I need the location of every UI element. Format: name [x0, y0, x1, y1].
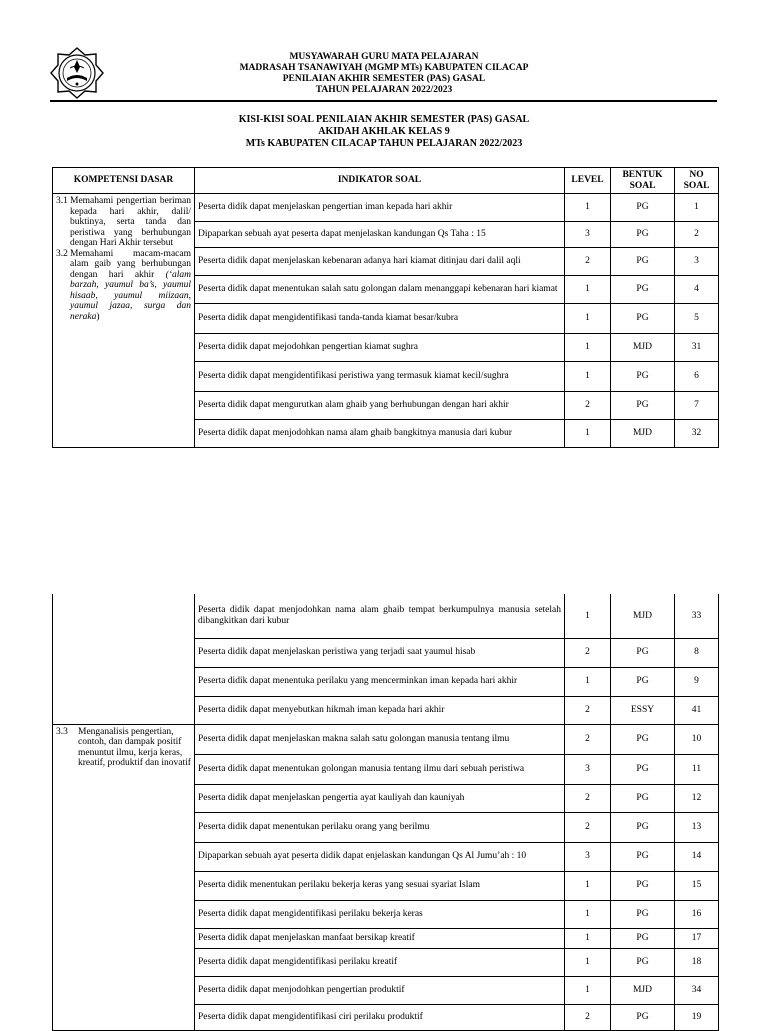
kd-text: Memahami macam-macam alam gaib yang berhubungan dengan hari akhir (‘alam barzah, yaumul ba’s, yaumul hisaab, yaumul miizaan, yaumul jazaa, surga dan neraka) — [70, 248, 191, 322]
level-cell: 2 — [565, 812, 611, 842]
indikator-cell: Peserta didik dapat menjodohkan nama alam ghaib bangkitnya manusia dari kubur — [195, 420, 565, 448]
title-line: AKIDAH AKHLAK KELAS 9 — [318, 126, 450, 137]
table-row — [53, 724, 719, 754]
indikator-cell: Peserta didik dapat menjelaskan kebenaran adanya hari kiamat ditinjau dari dalil aqli — [195, 248, 565, 276]
no-cell: 19 — [675, 1004, 719, 1030]
no-cell: 16 — [675, 900, 719, 928]
no-cell: 7 — [675, 392, 719, 420]
bentuk-cell: PG — [611, 871, 675, 900]
level-cell: 2 — [565, 392, 611, 420]
bentuk-cell: PG — [611, 304, 675, 334]
no-cell: 9 — [675, 667, 719, 696]
indikator-cell: Peserta didik dapat menjelaskan peristiwa yang terjadi saat yaumul hisab — [195, 638, 565, 667]
bentuk-cell: PG — [611, 638, 675, 667]
table-row — [53, 194, 719, 222]
indikator-cell: Peserta didik dapat mengidentifikasi peristiwa yang termasuk kiamat kecil/sughra — [195, 362, 565, 392]
no-cell: 34 — [675, 976, 719, 1004]
bentuk-cell: PG — [611, 842, 675, 871]
bentuk-cell: PG — [611, 900, 675, 928]
indikator-cell: Peserta didik dapat menjelaskan manfaat bersikap kreatif — [195, 928, 565, 948]
kd-text: Menganalisis pengertian, contoh, dan dampak positif menuntut ilmu, kerja keras, kreatif, produktif dan inovatif — [78, 726, 191, 768]
indikator-cell: Peserta didik dapat menjelaskan pengertian iman kepada hari akhir — [195, 194, 565, 222]
column-header-indikator-soal: INDIKATOR SOAL — [195, 168, 565, 194]
kd-number: 3.1 — [56, 196, 68, 206]
level-cell: 1 — [565, 276, 611, 304]
header-line: TAHUN PELAJARAN 2022/2023 — [315, 85, 453, 95]
kompetensi-dasar-cell — [53, 194, 195, 448]
no-cell: 12 — [675, 784, 719, 812]
bentuk-cell: PG — [611, 667, 675, 696]
title-line: MTs KABUPATEN CILACAP TAHUN PELAJARAN 2022/2023 — [245, 138, 523, 149]
header-line: MADRASAH TSANAWIYAH (MGMP MTs) KABUPATEN CILACAP — [239, 63, 529, 73]
level-cell: 1 — [565, 362, 611, 392]
document-title — [120, 114, 648, 150]
bentuk-cell: MJD — [611, 420, 675, 448]
bentuk-cell: PG — [611, 222, 675, 248]
table-row — [53, 594, 719, 638]
no-cell: 18 — [675, 948, 719, 976]
kd-number: 3.3 — [56, 726, 68, 737]
indikator-cell: Peserta didik dapat mengidentifikasi tanda-tanda kiamat besar/kubra — [195, 304, 565, 334]
no-cell: 15 — [675, 871, 719, 900]
level-cell: 1 — [565, 594, 611, 638]
indikator-cell: Peserta didik dapat menjodohkan pengertian produktif — [195, 976, 565, 1004]
indikator-cell: Dipaparkan sebuah ayat peserta dapat menjelaskan kandungan Qs Taha : 15 — [195, 222, 565, 248]
no-cell: 8 — [675, 638, 719, 667]
indikator-cell: Peserta didik dapat mengurutkan alam ghaib yang berhubungan dengan hari akhir — [195, 392, 565, 420]
level-cell: 2 — [565, 724, 611, 754]
level-cell: 2 — [565, 638, 611, 667]
level-cell: 2 — [565, 1004, 611, 1030]
level-cell: 3 — [565, 842, 611, 871]
bentuk-cell: MJD — [611, 594, 675, 638]
indikator-cell: Peserta didik dapat mengidentifikasi perilaku kreatif — [195, 948, 565, 976]
indikator-cell: Peserta didik dapat menjelaskan pengertia ayat kauliyah dan kauniyah — [195, 784, 565, 812]
indikator-cell: Peserta didik dapat mengidentifikasi ciri perilaku produktif — [195, 1004, 565, 1030]
level-cell: 2 — [565, 696, 611, 724]
level-cell: 1 — [565, 194, 611, 222]
no-cell: 10 — [675, 724, 719, 754]
kisi-kisi-table-page-2 — [52, 594, 719, 1031]
bentuk-cell: PG — [611, 754, 675, 784]
indikator-cell: Peserta didik dapat menentukan salah satu golongan dalam menanggapi kebenaran hari kiamat — [195, 276, 565, 304]
no-cell: 13 — [675, 812, 719, 842]
title-line: KISI-KISI SOAL PENILAIAN AKHIR SEMESTER (PAS) GASAL — [238, 114, 530, 125]
header-divider — [50, 100, 717, 102]
kd-number: 3.2 — [56, 248, 68, 259]
indikator-cell: Peserta didik menentukan perilaku bekerja keras yang sesuai syariat Islam — [195, 871, 565, 900]
indikator-cell: Dipaparkan sebuah ayat peserta didik dapat enjelaskan kandungan Qs Al Jumu’ah : 10 — [195, 842, 565, 871]
header-line: PENILAIAN AKHIR SEMESTER (PAS) GASAL — [282, 74, 486, 84]
column-header-bentuk-soal: BENTUK SOAL — [611, 168, 675, 194]
indikator-cell: Peserta didik dapat menjodohkan nama alam ghaib tempat berkumpulnya manusia setelah dibangkitkan dari kubur — [195, 594, 565, 638]
no-cell: 33 — [675, 594, 719, 638]
bentuk-cell: PG — [611, 362, 675, 392]
no-cell: 5 — [675, 304, 719, 334]
bentuk-cell: PG — [611, 276, 675, 304]
madrasah-logo — [50, 46, 104, 100]
bentuk-cell: PG — [611, 812, 675, 842]
bentuk-cell: PG — [611, 194, 675, 222]
no-cell: 31 — [675, 334, 719, 362]
bentuk-cell: MJD — [611, 976, 675, 1004]
indikator-cell: Peserta didik dapat menentukan golongan manusia tentang ilmu dari sebuah peristiwa — [195, 754, 565, 784]
level-cell: 2 — [565, 248, 611, 276]
bentuk-cell: PG — [611, 724, 675, 754]
level-cell: 1 — [565, 928, 611, 948]
no-cell: 14 — [675, 842, 719, 871]
bentuk-cell: MJD — [611, 334, 675, 362]
kompetensi-dasar-cell — [53, 724, 195, 1030]
bentuk-cell: PG — [611, 948, 675, 976]
level-cell: 3 — [565, 754, 611, 784]
no-cell: 11 — [675, 754, 719, 784]
indikator-cell: Peserta didik dapat mejodohkan pengertian kiamat sughra — [195, 334, 565, 362]
indikator-cell: Peserta didik dapat menyebutkan hikmah iman kepada hari akhir — [195, 696, 565, 724]
kisi-kisi-table-page-1 — [52, 167, 719, 448]
no-cell: 17 — [675, 928, 719, 948]
bentuk-cell: PG — [611, 928, 675, 948]
no-cell: 6 — [675, 362, 719, 392]
level-cell: 3 — [565, 222, 611, 248]
no-cell: 41 — [675, 696, 719, 724]
no-cell: 4 — [675, 276, 719, 304]
level-cell: 1 — [565, 948, 611, 976]
no-cell: 1 — [675, 194, 719, 222]
bentuk-cell: ESSY — [611, 696, 675, 724]
kompetensi-dasar-cell-continued — [53, 594, 195, 724]
level-cell: 1 — [565, 304, 611, 334]
bentuk-cell: PG — [611, 392, 675, 420]
column-header-kompetensi-dasar: KOMPETENSI DASAR — [53, 168, 195, 194]
level-cell: 1 — [565, 976, 611, 1004]
bentuk-cell: PG — [611, 248, 675, 276]
no-cell: 2 — [675, 222, 719, 248]
level-cell: 1 — [565, 420, 611, 448]
bentuk-cell: PG — [611, 1004, 675, 1030]
level-cell: 1 — [565, 900, 611, 928]
indikator-cell: Peserta didik dapat menjelaskan makna salah satu golongan manusia tentang ilmu — [195, 724, 565, 754]
indikator-cell: Peserta didik dapat mengidentifikasi perilaku bekerja keras — [195, 900, 565, 928]
bentuk-cell: PG — [611, 784, 675, 812]
no-cell: 32 — [675, 420, 719, 448]
column-header-no-soal: NO SOAL — [675, 168, 719, 194]
kd-text: Memahami pengertian beriman kepada hari akhir, dalil/ buktinya, serta tanda dan peristiwa yang berhubungan dengan Hari Akhir tersebut — [70, 196, 191, 248]
document-header — [200, 52, 568, 96]
level-cell: 1 — [565, 334, 611, 362]
column-header-level: LEVEL — [565, 168, 611, 194]
header-line: MUSYAWARAH GURU MATA PELAJARAN — [289, 52, 479, 62]
indikator-cell: Peserta didik dapat menentuka perilaku yang mencerminkan iman kepada hari akhir — [195, 667, 565, 696]
level-cell: 2 — [565, 784, 611, 812]
level-cell: 1 — [565, 667, 611, 696]
level-cell: 1 — [565, 871, 611, 900]
no-cell: 3 — [675, 248, 719, 276]
indikator-cell: Peserta didik dapat menentukan perilaku orang yang berilmu — [195, 812, 565, 842]
